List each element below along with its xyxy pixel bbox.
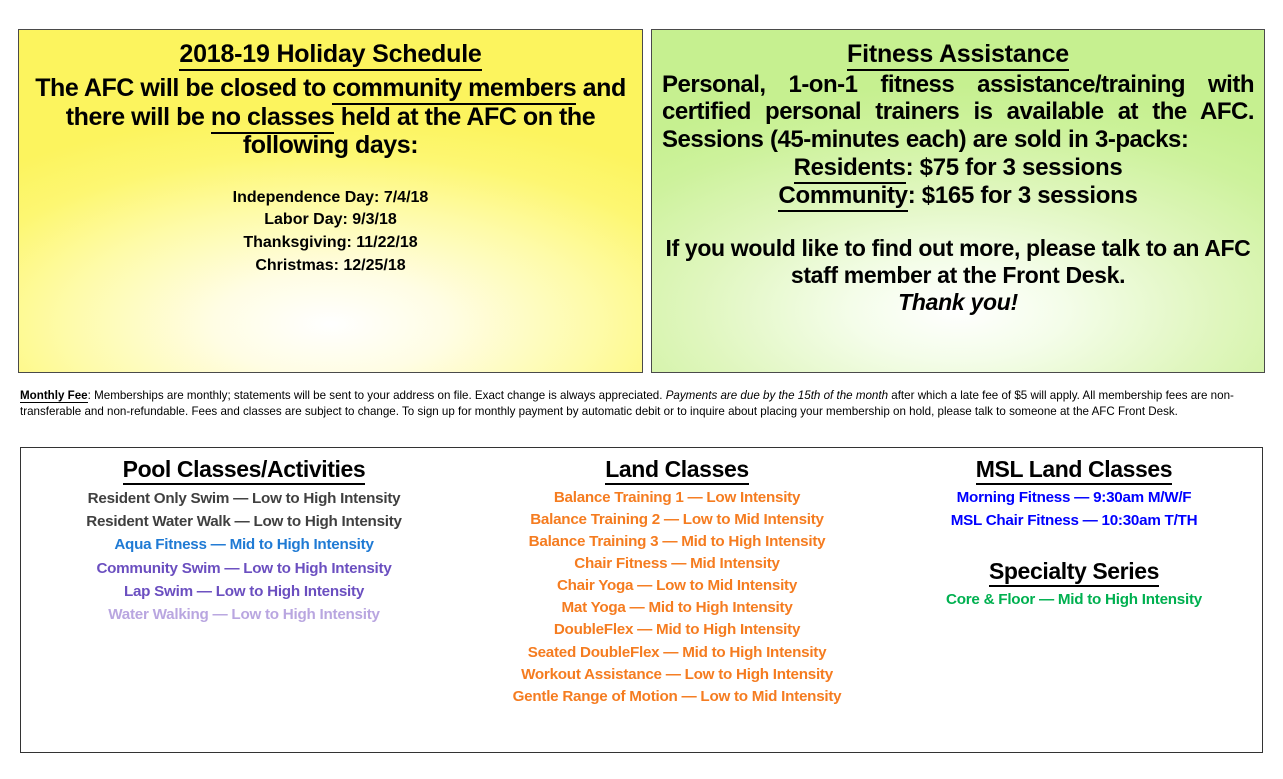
msl-land-classes-title-text: MSL Land Classes bbox=[976, 456, 1172, 485]
holiday-schedule-panel bbox=[18, 29, 643, 373]
classes-box bbox=[20, 447, 1263, 753]
holiday-lead-part3: held at the AFC on the following days: bbox=[242, 102, 596, 159]
holiday-schedule-title bbox=[27, 40, 634, 68]
class-item: Resident Only Swim — Low to High Intensity bbox=[87, 490, 401, 508]
land-classes-title-text: Land Classes bbox=[605, 456, 749, 485]
fitness-assistance-title bbox=[662, 40, 1254, 68]
monthly-fee-text-italic: Payments are due by the 15th of the month bbox=[665, 389, 889, 402]
monthly-fee-text-part2: after which a late fee of $5 will apply. All membership fees are non-transferable and non-refundable. Fees and classes are subject to change. To sign up for monthly payment by automatic debit or to inquire about placing your membership on hold, please talk to someone at the AFC Front Desk. bbox=[20, 389, 1234, 419]
class-item: Resident Water Walk — Low to High Intensity bbox=[86, 513, 402, 531]
holiday-lead-part2: and there will be bbox=[65, 74, 626, 131]
pool-classes-title-text: Pool Classes/Activities bbox=[123, 456, 366, 485]
pool-classes-list bbox=[21, 487, 467, 626]
class-item: Chair Fitness — Mid Intensity bbox=[574, 555, 780, 573]
fitness-price-community bbox=[662, 182, 1254, 210]
holiday-date-item: Christmas: 12/25/18 bbox=[255, 256, 406, 274]
fitness-price-residents-label: Residents bbox=[794, 154, 906, 184]
holiday-lead-part1: The AFC will be closed to bbox=[35, 74, 333, 102]
pool-classes-title bbox=[21, 457, 467, 482]
fitness-assistance-body: Personal, 1-on-1 fitness assistance/training with certified personal trainers is available at the AFC. Sessions (45-minutes each) are sold in 3-packs: bbox=[662, 71, 1254, 153]
msl-land-classes-title bbox=[887, 457, 1261, 482]
class-item: Seated DoubleFlex — Mid to High Intensity bbox=[527, 643, 827, 661]
specialty-series-title bbox=[887, 559, 1261, 584]
fitness-price-residents bbox=[662, 154, 1254, 182]
monthly-fee-label: Monthly Fee bbox=[20, 389, 88, 402]
holiday-date-item: Labor Day: 9/3/18 bbox=[264, 211, 397, 229]
fitness-assistance-thanks: Thank you! bbox=[898, 289, 1018, 316]
msl-land-classes-column bbox=[887, 448, 1261, 752]
holiday-lead-emphasis-noclasses: no classes bbox=[211, 103, 334, 134]
land-classes-title bbox=[467, 457, 887, 482]
class-item: Balance Training 3 — Mid to High Intensity bbox=[528, 533, 826, 551]
class-item: Water Walking — Low to High Intensity bbox=[108, 605, 380, 623]
class-item: Balance Training 2 — Low to Mid Intensity bbox=[530, 511, 824, 529]
fitness-assistance-closing: If you would like to find out more, please talk to an AFC staff member at the Front Desk. bbox=[665, 234, 1251, 289]
class-item: Mat Yoga — Mid to High Intensity bbox=[561, 599, 793, 617]
class-item: Core & Floor — Mid to High Intensity bbox=[946, 591, 1202, 609]
holiday-lead-emphasis-community: community members bbox=[332, 74, 576, 105]
specialty-series-list bbox=[887, 589, 1261, 612]
pool-classes-column bbox=[21, 448, 467, 752]
holiday-date-item: Thanksgiving: 11/22/18 bbox=[243, 233, 418, 251]
class-item: Aqua Fitness — Mid to High Intensity bbox=[114, 536, 374, 554]
holiday-schedule-title-text: 2018-19 Holiday Schedule bbox=[179, 40, 481, 71]
class-item: Lap Swim — Low to High Intensity bbox=[123, 582, 365, 600]
class-item: Workout Assistance — Low to High Intensity bbox=[521, 665, 833, 683]
fitness-price-residents-value: : $75 for 3 sessions bbox=[905, 154, 1123, 182]
monthly-fee-text-part1: : Memberships are monthly; statements will be sent to your address on file. Exact change is always appreciated. bbox=[87, 389, 666, 402]
fitness-price-community-label: Community bbox=[778, 182, 907, 212]
monthly-fee-fineprint bbox=[20, 388, 1263, 421]
top-panels-row bbox=[18, 29, 1265, 373]
class-item: DoubleFlex — Mid to High Intensity bbox=[553, 621, 801, 639]
holiday-schedule-lead bbox=[27, 74, 634, 160]
msl-land-classes-list bbox=[887, 487, 1261, 533]
class-item: Gentle Range of Motion — Low to Mid Intensity bbox=[512, 687, 842, 705]
fitness-assistance-title-text: Fitness Assistance bbox=[847, 40, 1069, 71]
class-item: Chair Yoga — Low to Mid Intensity bbox=[556, 577, 798, 595]
land-classes-list bbox=[467, 487, 887, 707]
land-classes-column bbox=[467, 448, 887, 752]
fitness-price-list bbox=[662, 154, 1254, 210]
holiday-dates-list bbox=[27, 187, 634, 278]
class-item: Morning Fitness — 9:30am M/W/F bbox=[956, 489, 1192, 507]
class-item: Community Swim — Low to High Intensity bbox=[96, 559, 392, 577]
class-item: MSL Chair Fitness — 10:30am T/TH bbox=[950, 512, 1198, 530]
fitness-price-community-value: : $165 for 3 sessions bbox=[907, 181, 1138, 209]
fitness-assistance-panel bbox=[651, 29, 1265, 373]
class-item: Balance Training 1 — Low Intensity bbox=[553, 489, 801, 507]
specialty-series-title-text: Specialty Series bbox=[989, 558, 1159, 587]
holiday-date-item: Independence Day: 7/4/18 bbox=[232, 188, 429, 206]
